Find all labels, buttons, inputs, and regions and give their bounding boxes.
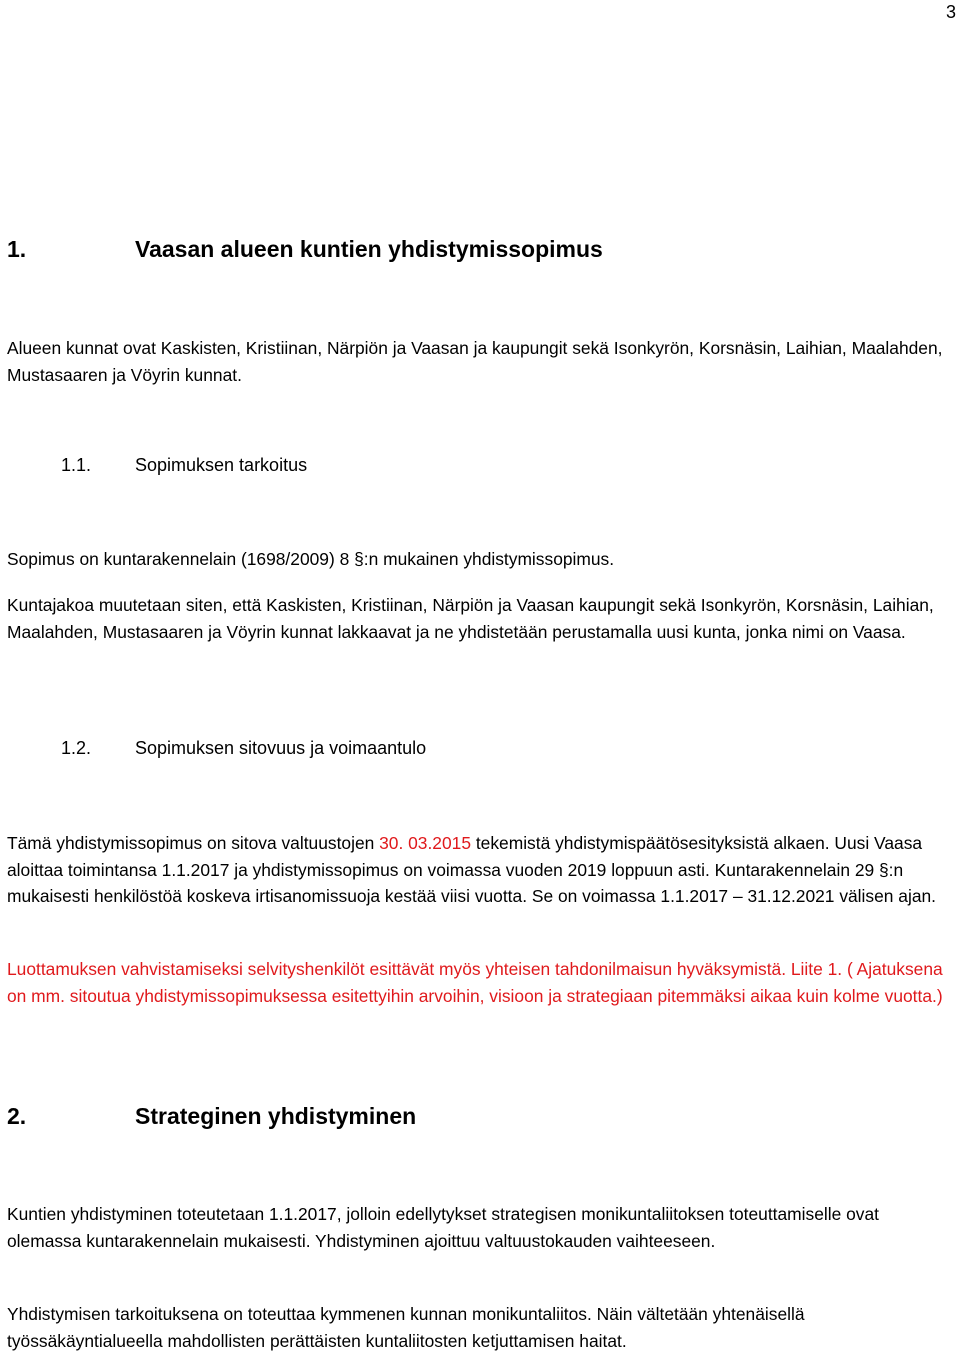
section-2-paragraph-1: Kuntien yhdistyminen toteutetaan 1.1.2017, jolloin edellytykset strategisen monikuntaliitoksen toteuttamiselle ovat olemassa kuntarakennelain mukaisesti. Yhdistyminen ajoittuu valtuustokauden vaihteeseen. (7, 1204, 879, 1251)
section-1-number: 1. (7, 236, 27, 262)
page-number: 3 (945, 2, 956, 22)
section-1-1-number: 1.1. (61, 455, 92, 475)
validity-date: 30. 03.2015 (379, 833, 471, 853)
section-1-heading (7, 236, 955, 263)
section-2-heading (7, 1103, 955, 1130)
section-1-1-paragraph-1: Sopimus on kuntarakennelain (1698/2009) 8 §:n mukainen yhdistymissopimus. (7, 549, 615, 569)
section-1-2-number: 1.2. (61, 738, 92, 758)
section-1-1-paragraph-2: Kuntajakoa muutetaan siten, että Kaskisten, Kristiinan, Närpiön ja Vaasan kaupungit sekä Isonkyrön, Korsnäsin, Laihian, Maalahden, Mustasaaren ja Vöyrin kunnat lakkaavat ja ne yhdistetään perustamalla uusi kunta, jonka nimi on Vaasa. (7, 595, 934, 642)
validity-text-start: Tämä yhdistymissopimus on sitova valtuustojen (7, 833, 380, 853)
section-1-1-heading (61, 455, 960, 476)
section-2-title: Strateginen yhdistyminen (135, 1103, 417, 1129)
section-1-2-title: Sopimuksen sitovuus ja voimaantulo (135, 738, 427, 758)
section-2-paragraph-2: Yhdistymisen tarkoituksena on toteuttaa kymmenen kunnan monikuntaliitos. Näin vältetään yhtenäisellä työssäkäyntialueella mahdollisten perättäisten kuntaliitosten ketjuttamisen haitat. (7, 1304, 805, 1351)
section-1-title: Vaasan alueen kuntien yhdistymissopimus (135, 236, 603, 262)
section-1-1-title: Sopimuksen tarkoitus (135, 455, 308, 475)
section-2-number: 2. (7, 1103, 27, 1129)
validity-text-rest: tekemistä yhdistymispäätösesityksistä alkaen. Uusi Vaasa aloittaa toimintansa 1.1.2017 ja yhdistymissopimus on voimassa vuoden 2019 loppuun asti. Kuntarakennelain 29 §:n mukaisesti henkilöstöä koskeva irtisanomissuoja kestää viisi vuotta. Se on voimassa 1.1.2017 – 31.12.2021 välisen ajan. (7, 833, 936, 906)
section-1-2-heading (61, 738, 960, 759)
section-1-intro: Alueen kunnat ovat Kaskisten, Kristiinan, Närpiön ja Vaasan ja kaupungit sekä Isonkyrön, Korsnäsin, Laihian, Maalahden, Mustasaaren ja Vöyrin kunnat. (7, 338, 943, 385)
section-1-2-paragraph-1 (7, 830, 955, 910)
section-1-2-paragraph-2: Luottamuksen vahvistamiseksi selvityshenkilöt esittävät myös yhteisen tahdonilmaisun hyväksymistä. Liite 1. ( Ajatuksena on mm. sitoutua yhdistymissopimuksessa esitettyihin arvoihin, visioon ja strategiaan pitemmäksi aikaa kuin kolme vuotta.) (7, 959, 943, 1006)
